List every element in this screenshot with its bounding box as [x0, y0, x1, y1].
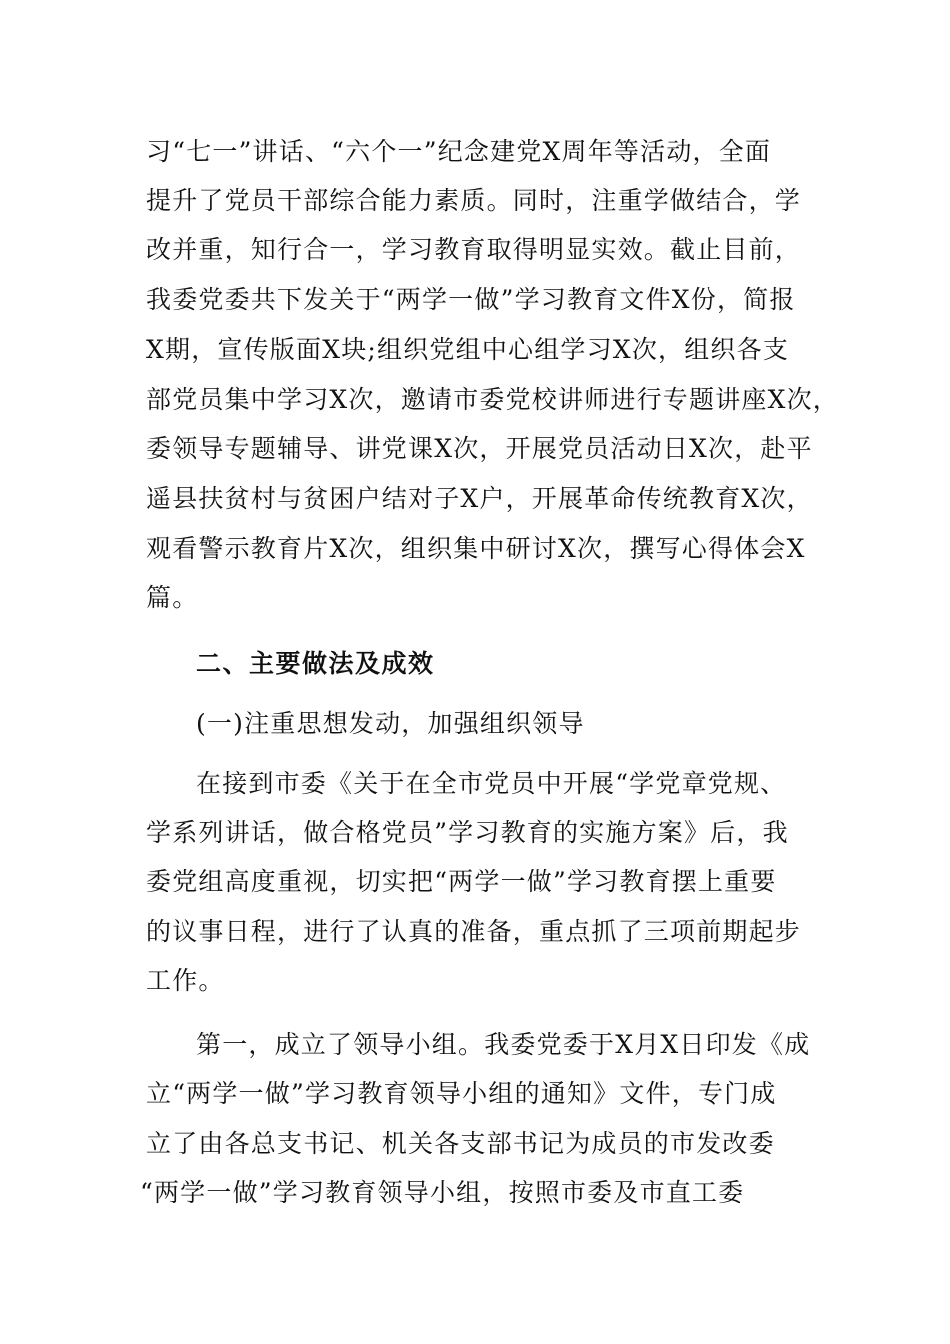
paragraph-line: 立了由各总支书记、机关各支部书记为成员的市发改委	[146, 1129, 775, 1158]
paragraph-line: 提升了党员干部综合能力素质。同时，注重学做结合，学	[146, 186, 802, 215]
paragraph-line: 学系列讲话，做合格党员”学习教育的实施方案》后，我	[146, 818, 789, 847]
paragraph-line: 在接到市委《关于在全市党员中开展“学党章党规、	[196, 769, 787, 798]
section-heading: 二、主要做法及成效	[196, 649, 435, 678]
section-subheading: (一)注重思想发动，加强组织领导	[196, 709, 585, 738]
paragraph-line: 观看警示教育片X次，组织集中研讨X次，撰写心得体会X	[146, 534, 806, 563]
paragraph-line: 的议事日程，进行了认真的准备，重点抓了三项前期起步	[146, 917, 802, 946]
paragraph-line: X期，宣传版面X块;组织党组中心组学习X次，组织各支	[146, 335, 790, 364]
paragraph-line: 遥县扶贫村与贫困户结对子X户，开展革命传统教育X次，	[146, 484, 813, 513]
paragraph-line: 部党员集中学习X次，邀请市委党校讲师进行专题讲座X次，	[146, 385, 839, 414]
paragraph-line: 第一，成立了领导小组。我委党委于X月X日印发《成	[196, 1030, 811, 1059]
paragraph-line: 习“七一”讲话、“六个一”纪念建党X周年等活动，全面	[146, 137, 772, 166]
paragraph-line: 立“两学一做”学习教育领导小组的通知》文件，专门成	[146, 1079, 777, 1108]
paragraph-line: 委领导专题辅导、讲党课X次，开展党员活动日X次，赴平	[146, 434, 813, 463]
paragraph-line: 改并重，知行合一，学习教育取得明显实效。截止目前，	[146, 235, 802, 264]
paragraph-line: 篇。	[146, 583, 199, 612]
paragraph-line: 我委党委共下发关于“两学一做”学习教育文件X份，简报	[146, 285, 796, 314]
paragraph-line: 工作。	[146, 966, 225, 995]
paragraph-line: 委党组高度重视，切实把“两学一做”学习教育摆上重要	[146, 867, 777, 896]
paragraph-line: “两学一做”学习教育领导小组，按照市委及市直工委	[140, 1178, 745, 1207]
